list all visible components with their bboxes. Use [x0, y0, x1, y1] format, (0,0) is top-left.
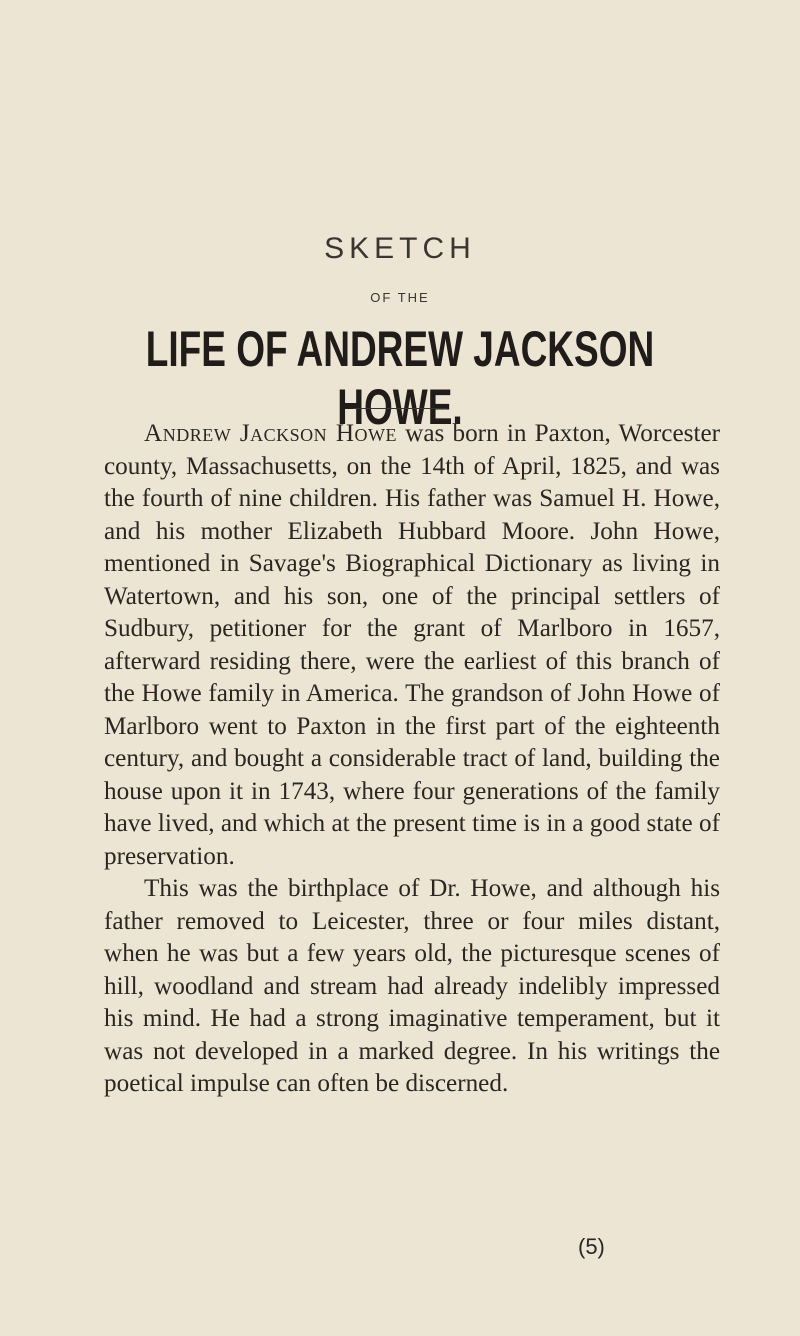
- paragraph-1-text: was born in Paxton, Worcester county, Massachusetts, on the 14th of April, 1825, and was the fourth of nine children. His father was Samuel H. Howe, and his mother Elizabeth Hubbard Moore. John Howe, mentioned in Savage's Biographical Dictionary as living in Watertown, and his son, one of the principal settlers of Sudbury, petitioner for the grant of Marlboro in 1657, afterward residing there, were the earliest of this branch of the Howe family in America. The grandson of John Howe of Marlboro went to Paxton in the first part of the eighteenth century, and bought a considerable tract of land, building the house upon it in 1743, where four generations of the family have lived, and which at the present time is in a good state of preservation.: [104, 420, 721, 870]
- paragraph-1: [104, 418, 720, 873]
- title-rule: [353, 408, 447, 409]
- page-title: LIFE OF ANDREW JACKSON HOWE.: [145, 321, 655, 435]
- heading-sketch: SKETCH: [324, 232, 476, 265]
- body-text: [104, 418, 720, 1101]
- page-number: (5): [578, 1234, 605, 1259]
- paragraph-1-lead: Andrew Jackson Howe: [144, 420, 397, 447]
- paragraph-2: This was the birthplace of Dr. Howe, and although his father removed to Leicester, three or four miles distant, when he was but a few years old, the picturesque scenes of hill, woodland and stream had already indelibly impressed his mind. He had a strong imaginative temperament, but it was not developed in a marked degree. In his writings the poetical impulse can often be discerned.: [104, 875, 720, 1097]
- heading-of-the: OF THE: [370, 290, 430, 305]
